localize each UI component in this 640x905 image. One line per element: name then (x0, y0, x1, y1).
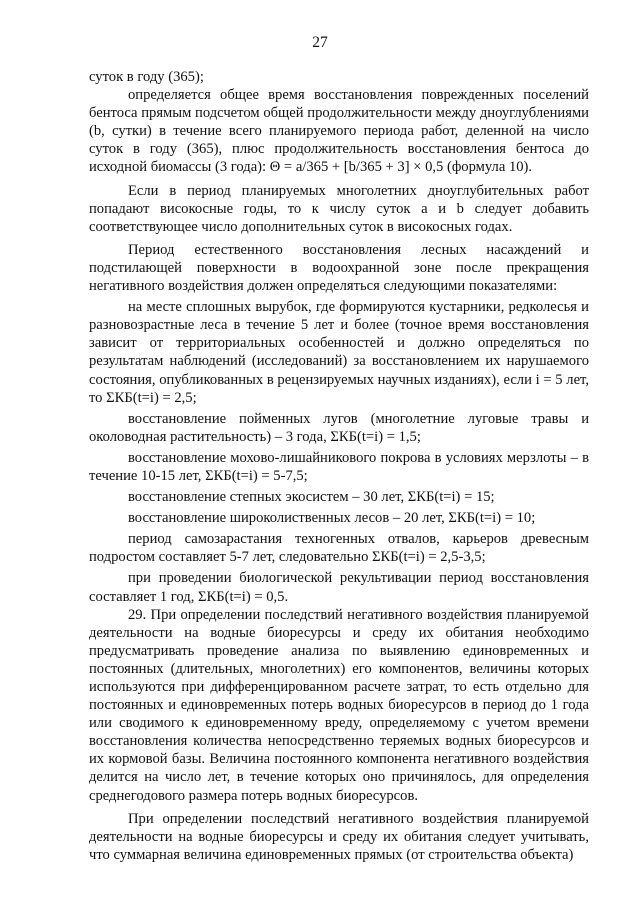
paragraph-leap-years: Если в период планируемых многолетних дноуглубительных работ попадают високосные годы, то к числу суток a и b следует добавить соответствующее число дополнительных суток в високосных годах. (89, 182, 589, 235)
paragraph-moss-lichen-cover: восстановление мохово-лишайникового покрова в условиях мерзлоты – в течение 10-15 лет, ΣКБ(t=i) = 5-7,5; (89, 449, 589, 484)
document-body (89, 68, 589, 864)
paragraph-biological-recultivation: при проведении биологической рекультивации период восстановления составляет 1 год, ΣКБ(t=i) = 0,5. (89, 570, 589, 605)
paragraph-days-in-year: суток в году (365); (89, 69, 204, 85)
paragraph-steppe-ecosystems: восстановление степных экосистем – 30 лет, ΣКБ(t=i) = 15; (128, 489, 495, 506)
paragraph-clear-cut-areas: на месте сплошных вырубок, где формируются кустарники, редколесья и разновозрастные леса в течение 5 лет и более (точное время восстановления зависит от территориальных особенностей и должно определяться по результатам наблюдений (исследований) за восстановлением их нарушаемого состояния, опубликованных в рецензируемых научных изданиях), если i = 5 лет, то ΣКБ(t=i) = 2,5; (89, 299, 589, 406)
paragraph-technogenic-dumps: период самозарастания техногенных отвалов, карьеров древесным подростом составляет 5-7 лет, следовательно ΣКБ(t=i) = 2,5-3,5; (89, 531, 589, 566)
paragraph-forest-recovery-period: Период естественного восстановления лесных насаждений и подстилающей поверхности в водоохранной зоне после прекращения негативного воздействия должен определяться следующими показателями: (89, 241, 589, 295)
paragraph-benthos-recovery-time: определяется общее время восстановления поврежденных поселений бентоса прямым подсчетом общей продолжительности между дноуглублениями (b, сутки) в течение всего планируемого периода работ, деленной на число суток в году (365), плюс продолжительность восстановления бентоса до исходной биомассы (3 года): Θ = a/365 + [b/365 + 3] × 0,5 (формула 10). (89, 87, 589, 176)
paragraph-floodplain-meadows: восстановление пойменных лугов (многолетние луговые травы и околоводная растительность) – 3 года, ΣКБ(t=i) = 1,5; (89, 410, 589, 445)
paragraph-section-29: 29. При определении последствий негативного воздействия планируемой деятельности на водные биоресурсы и среду их обитания необходимо предусматривать проведение анализа по выявлению единовременных и постоянных (длительных, многолетних) его компонентов, величины которых используются при дифференцированном расчете затрат, то есть отдельно для постоянных и единовременных потерь водных биоресурсов в период до 1 года или сводимого к единовременному вреду, определяемому с учетом времени восстановления количества непосредственно теряемых водных биоресурсов и их кормовой базы. Величина постоянного компонента негативного воздействия делится на число лет, в течение которых оно причинялось, для определения среднегодового размера потерь водных биоресурсов. (89, 606, 589, 804)
page-number: 27 (312, 34, 328, 51)
paragraph-broadleaf-forests: восстановление широколиственных лесов – 20 лет, ΣКБ(t=i) = 10; (128, 510, 536, 527)
paragraph-one-time-impact: При определении последствий негативного воздействия планируемой деятельности на водные биоресурсы и среду их обитания следует учитывать, что суммарная величина единовременных прямых (от строительства объекта) (89, 810, 589, 863)
